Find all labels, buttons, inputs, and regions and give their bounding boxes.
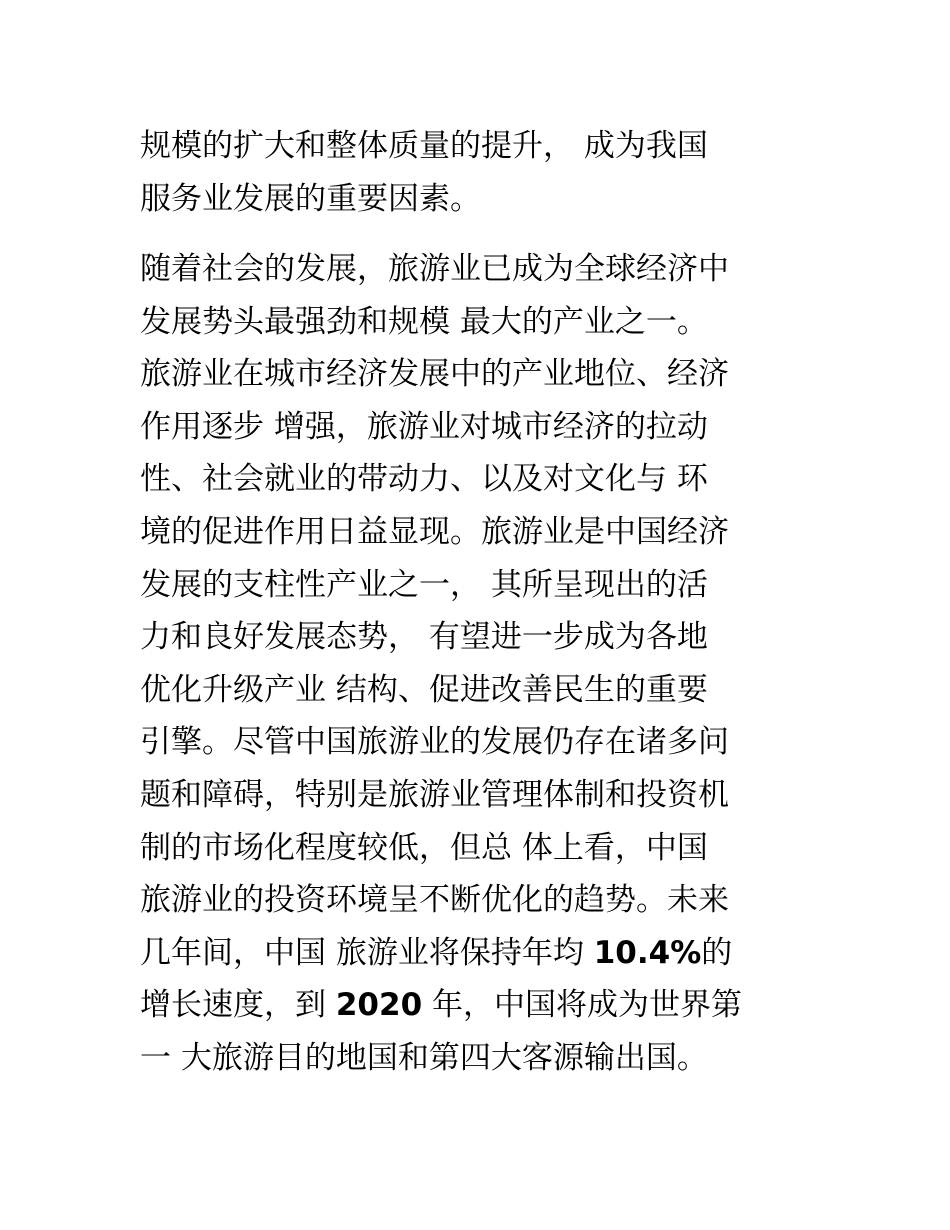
- year-value: 2020: [335, 987, 423, 1024]
- text-segment: 增长速度，到: [140, 987, 336, 1024]
- text-line: 优化升级产业 结构、促进改善民生的重要: [140, 671, 708, 708]
- text-line-year: [140, 979, 820, 1032]
- paragraph-2: [140, 243, 820, 1085]
- text-segment: 年，中国将成为世界第: [422, 987, 742, 1024]
- text-line: 发展势头最强劲和规模 最大的产业之一。: [140, 303, 708, 340]
- paragraph-1: [140, 120, 820, 225]
- text-line: 发展的支柱性产业之一， 其所呈现出的活: [140, 566, 708, 603]
- text-line: 服务业发展的重要因素。: [140, 180, 481, 217]
- text-line: 随着社会的发展，旅游业已成为全球经济中: [140, 251, 729, 287]
- text-line: 题和障碍，特别是旅游业管理体制和投资机: [140, 776, 729, 813]
- text-line: 性、社会就业的带动力、以及对文化与 环: [140, 461, 708, 498]
- text-line: 规模的扩大和整体质量的提升， 成为我国: [140, 128, 708, 164]
- text-segment: 的: [701, 934, 733, 971]
- text-line: 旅游业的投资环境呈不断优化的趋势。未来: [140, 882, 729, 919]
- growth-rate-value: 10.4%: [593, 934, 702, 971]
- text-line: 制的市场化程度较低，但总 体上看，中国: [140, 829, 708, 866]
- text-segment: 几年间，中国 旅游业将保持年均: [140, 934, 594, 971]
- text-line: 旅游业在城市经济发展中的产业地位、经济: [140, 356, 729, 393]
- text-line: 一 大旅游目的地国和第四大客源输出国。: [140, 1039, 708, 1076]
- text-line: 引擎。尽管中国旅游业的发展仍存在诸多问: [140, 724, 729, 761]
- text-line: 力和良好发展态势， 有望进一步成为各地: [140, 619, 708, 656]
- text-line: 境的促进作用日益显现。旅游业是中国经济: [140, 513, 729, 550]
- text-line: 作用逐步 增强，旅游业对城市经济的拉动: [140, 408, 708, 445]
- text-line-growth-rate: [140, 927, 820, 980]
